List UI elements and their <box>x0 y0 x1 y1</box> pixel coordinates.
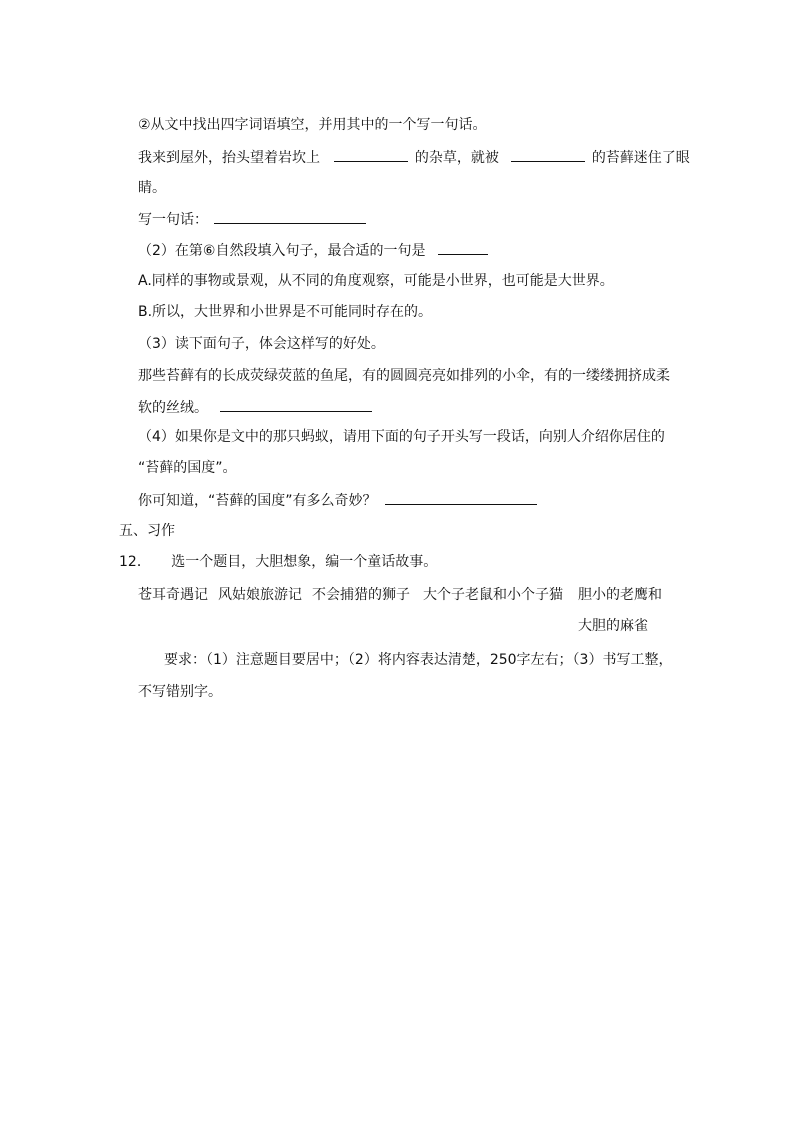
q4-prompt-line2: “苔藓的国度”。 <box>138 460 237 476</box>
topic-2: 风姑娘旅游记 <box>218 587 302 603</box>
q12-prompt-line <box>119 552 437 572</box>
q2-2-sentence-line1 <box>138 147 690 167</box>
q3-quote-line2 <box>138 397 374 417</box>
write-answer-blank[interactable] <box>214 209 366 224</box>
q2-prompt-line <box>138 240 490 260</box>
q12-requirements-line2: 不写错别字。 <box>138 684 222 700</box>
sentence-part-a: 我来到屋外，抬头望着岩坎上 <box>138 150 320 166</box>
q4-prompt-line1: （4）如果你是文中的那只蚂蚁，请用下面的句子开头写一段话，向别人介绍你居住的 <box>138 429 665 445</box>
topic-3: 不会捕猎的狮子 <box>312 587 410 603</box>
q4-answer-blank[interactable] <box>385 490 537 505</box>
sentence-part-c: 的苔藓迷住了眼 <box>591 150 690 166</box>
q2-option-a: A.同样的事物或景观，从不同的角度观察，可能是小世界，也可能是大世界。 <box>138 273 614 289</box>
write-label: 写一句话： <box>138 212 208 228</box>
q12-requirements-line1: 要求：（1）注意题目要居中；（2）将内容表达清楚，250字左右；（3）书写工整， <box>164 652 673 668</box>
topic-4: 大个子老鼠和小个子猫 <box>423 587 563 603</box>
q3-prompt: （3）读下面句子，体会这样写的好处。 <box>138 336 385 352</box>
q2-answer-blank[interactable] <box>438 240 488 255</box>
q2-option-b: B.所以，大世界和小世界是不可能同时存在的。 <box>138 304 433 320</box>
question-number: 12． <box>119 554 151 570</box>
sentence-part-b: 的杂草，就被 <box>414 150 499 166</box>
q4-starter: 你可知道，“苔藓的国度”有多么奇妙？ <box>138 493 377 509</box>
topic-5-line2: 大胆的麻雀 <box>578 618 648 634</box>
q3-answer-blank[interactable] <box>220 397 372 412</box>
q3-quote-line1: 那些苔藓有的长成荧绿荧蓝的鱼尾，有的圆圆亮亮如排列的小伞，有的一缕缕拥挤成柔 <box>138 368 670 384</box>
q2-2-write-line <box>138 209 368 229</box>
section-heading: 五、习作 <box>119 523 175 539</box>
q2-2-sentence-line2: 睛。 <box>138 180 166 196</box>
q12-prompt: 选一个题目，大胆想象，编一个童话故事。 <box>171 554 438 570</box>
q3-quote-text: 软的丝绒。 <box>138 400 208 416</box>
fill-blank-2[interactable] <box>511 147 585 162</box>
topic-1: 苍耳奇遇记 <box>138 587 208 603</box>
fill-blank-1[interactable] <box>334 147 408 162</box>
q4-starter-line <box>138 490 539 510</box>
topic-5-line1: 胆小的老鹰和 <box>578 587 662 603</box>
q2-prompt: （2）在第⑥自然段填入句子，最合适的一句是 <box>138 243 426 259</box>
q2-2-prompt: ②从文中找出四字词语填空，并用其中的一个写一句话。 <box>138 117 487 133</box>
